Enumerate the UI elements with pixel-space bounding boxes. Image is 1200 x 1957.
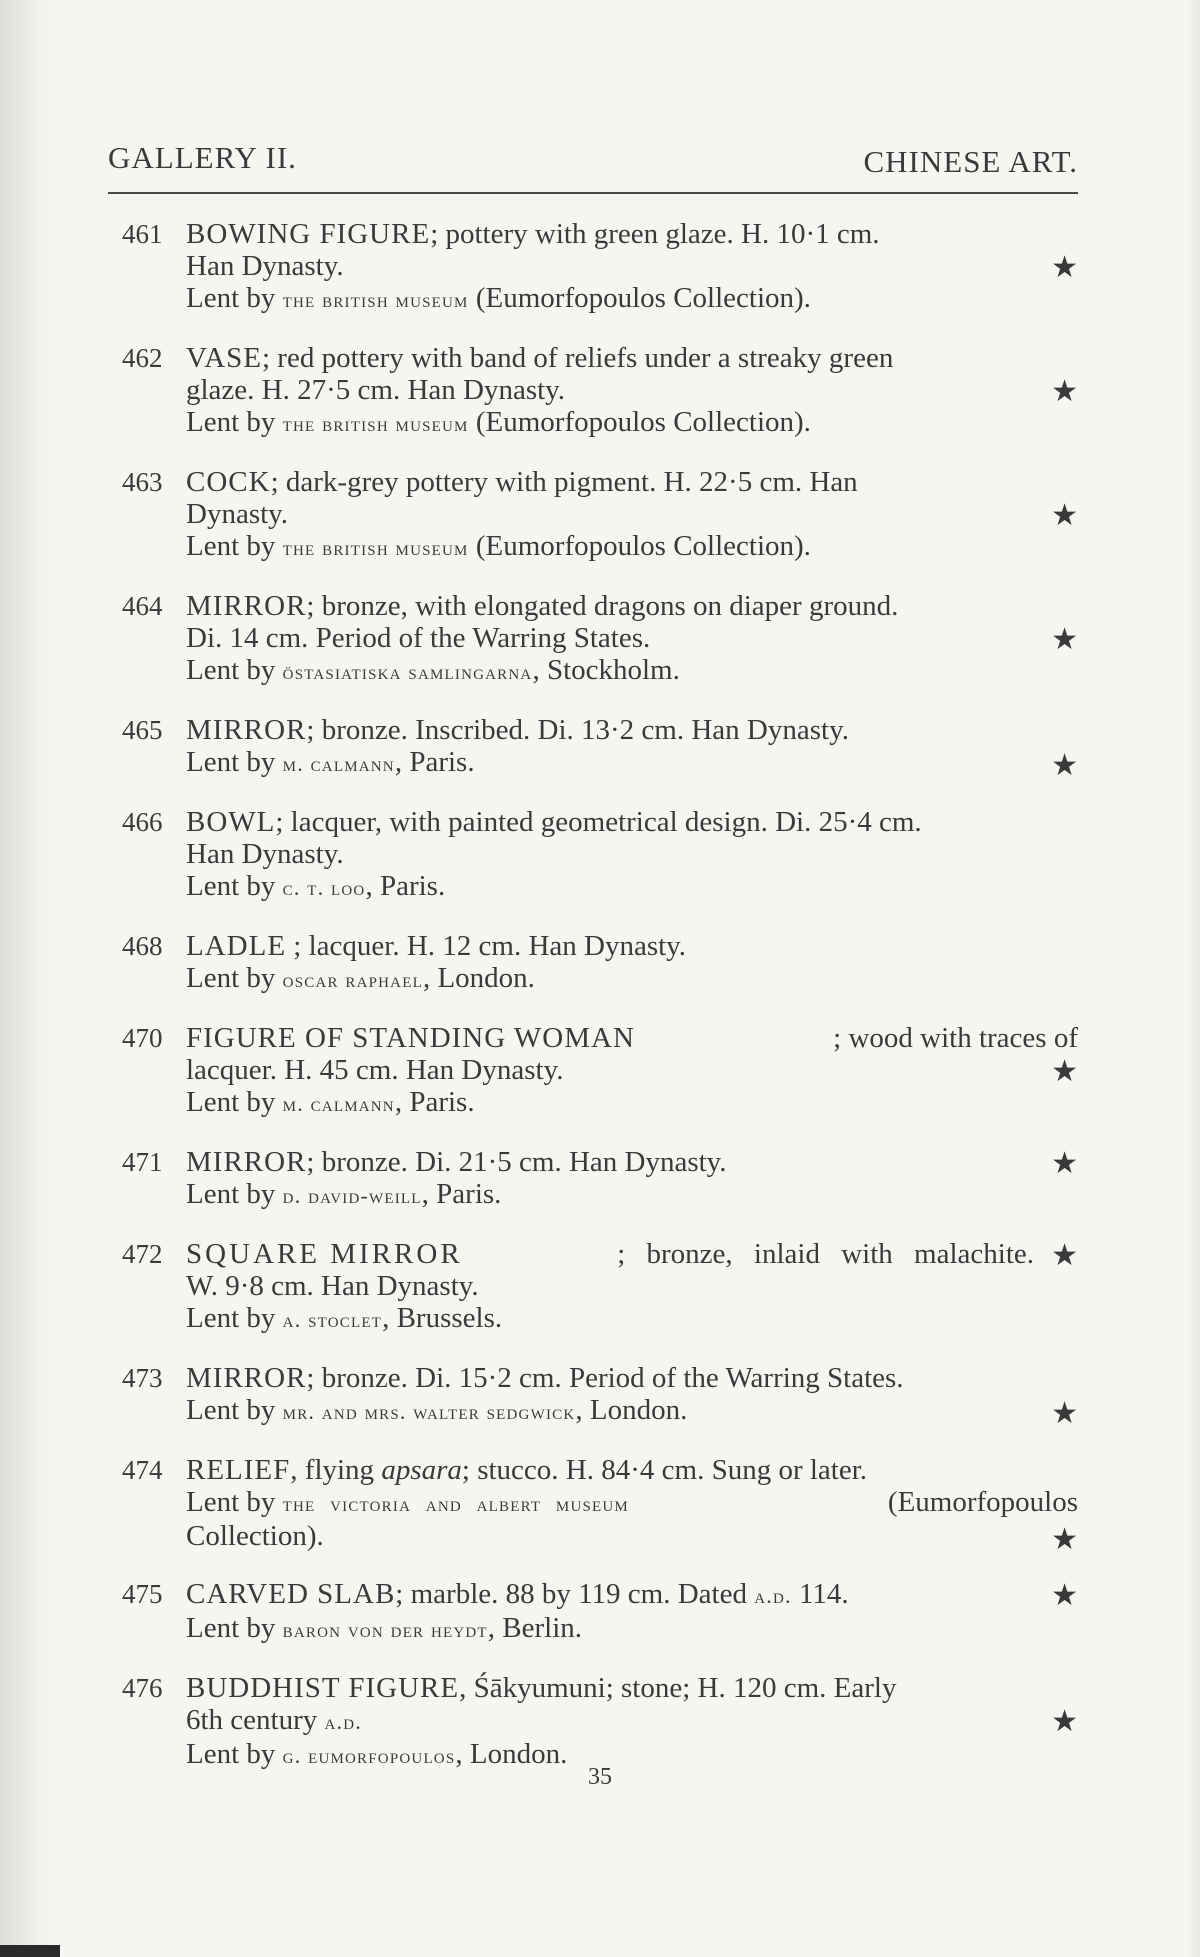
page-edge-shadow <box>1186 0 1200 1957</box>
lent-by-label: Lent by <box>186 1738 283 1770</box>
lender-suffix: , London. <box>575 1394 688 1426</box>
entry-description: ; red pottery with band of reliefs under a streaky green <box>262 342 894 374</box>
entry-title: COCK <box>186 466 271 498</box>
lender-suffix: , Berlin. <box>487 1612 583 1644</box>
lender-name: the british museum <box>282 287 469 312</box>
lender-name: c. t. loo <box>282 875 366 900</box>
entry-title: VASE <box>186 342 262 374</box>
lender-suffix: , Paris. <box>421 1178 502 1210</box>
star-icon: ★ <box>1051 1397 1078 1430</box>
lender-suffix: , Paris. <box>365 870 446 902</box>
lender-name: m. calmann <box>282 1091 395 1116</box>
entry-description-cont: Dynasty. <box>186 498 289 530</box>
entry-title: BUDDHIST FIGURE <box>186 1672 460 1704</box>
entry-lender-line <box>186 530 1078 564</box>
entry-number: 472 <box>122 1239 163 1269</box>
entry-description: ; bronze, with elongated dragons on diaper ground. <box>306 590 899 622</box>
lent-by-label: Lent by <box>186 870 283 902</box>
entry-description: ; bronze. Inscribed. Di. 13·2 cm. Han Dynasty. <box>306 714 849 746</box>
entry-era: a.d. <box>754 1583 792 1608</box>
page-gutter-shadow <box>0 0 56 1957</box>
star-icon: ★ <box>1051 499 1078 532</box>
entry-title: BOWL <box>186 806 276 838</box>
entry-description-cont: W. 9·8 cm. Han Dynasty. <box>186 1270 479 1302</box>
catalogue-entries <box>108 218 1078 1772</box>
running-header <box>108 140 1078 190</box>
header-section: CHINESE ART. <box>863 144 1078 179</box>
entry-number: 462 <box>122 343 163 373</box>
entry-lender-line <box>186 1302 1078 1336</box>
entry-description: ; marble. 88 by 119 cm. Dated <box>395 1578 755 1610</box>
entry-description-cont: 6th century <box>186 1704 325 1736</box>
entry-number: 473 <box>122 1363 163 1393</box>
lender-suffix: (Eumorfopoulos <box>887 1486 1078 1518</box>
lent-by-label: Lent by <box>186 1612 283 1644</box>
lender-name: the british museum <box>282 535 469 560</box>
entry-lender-line <box>186 1612 1078 1646</box>
lent-by-label: Lent by <box>186 282 283 314</box>
lender-suffix: , Paris. <box>394 746 475 778</box>
entry-lender-line <box>186 962 1078 996</box>
entry-number: 476 <box>122 1673 163 1703</box>
catalogue-entry <box>108 466 1078 564</box>
entry-era: a.d. <box>324 1709 362 1734</box>
lent-by-label: Lent by <box>186 654 283 686</box>
entry-description: ; stucco. H. 84·4 cm. Sung or later. <box>461 1454 868 1486</box>
star-icon: ★ <box>1051 1523 1078 1556</box>
entry-description-cont: Di. 14 cm. Period of the Warring States. <box>186 622 651 654</box>
star-icon: ★ <box>1051 1705 1078 1738</box>
star-icon: ★ <box>1051 1055 1078 1088</box>
page-number: 35 <box>588 1764 612 1790</box>
entry-title: MIRROR <box>186 1146 307 1178</box>
lent-by-label: Lent by <box>186 746 283 778</box>
entry-title: MIRROR <box>186 1362 307 1394</box>
entry-description: ; bronze. Di. 15·2 cm. Period of the Warring States. <box>306 1362 904 1394</box>
lender-name: mr. and mrs. walter sedgwick <box>282 1399 576 1424</box>
catalogue-entry <box>108 1578 1078 1646</box>
header-gallery: GALLERY II. <box>108 140 297 175</box>
entry-description-cont: lacquer. H. 45 cm. Han Dynasty. <box>186 1054 564 1086</box>
lent-by-label: Lent by <box>186 530 283 562</box>
entry-description: ; wood with traces of <box>833 1022 1078 1054</box>
entry-description: , Śākyumuni; stone; H. 120 cm. Early <box>459 1672 897 1704</box>
entry-title: LADLE <box>186 930 287 962</box>
entry-number: 466 <box>122 807 163 837</box>
entry-description-italic: apsara <box>381 1454 462 1486</box>
entry-number: 464 <box>122 591 163 621</box>
catalogue-entry <box>108 806 1078 904</box>
lender-name: baron von der heydt <box>282 1617 488 1642</box>
star-icon: ★ <box>1051 623 1078 656</box>
entry-title: BOWING FIGURE <box>186 218 431 250</box>
catalogue-entry <box>108 1672 1078 1772</box>
lent-by-label: Lent by <box>186 406 283 438</box>
lender-suffix: , London. <box>455 1738 568 1770</box>
entry-year: 114. <box>791 1578 849 1610</box>
catalogue-entry <box>108 342 1078 440</box>
entry-number: 475 <box>122 1579 163 1609</box>
star-icon: ★ <box>1051 1147 1078 1180</box>
catalogue-entry <box>108 1362 1078 1428</box>
entry-description-pre: , flying <box>290 1454 382 1486</box>
entry-description-cont: Han Dynasty. <box>186 250 344 282</box>
catalogue-entry <box>108 590 1078 688</box>
star-icon: ★ <box>1051 1579 1078 1612</box>
lender-name: a. stoclet <box>282 1307 383 1332</box>
lent-by-label: Lent by <box>186 1178 283 1210</box>
lender-suffix: , Stockholm. <box>532 654 680 686</box>
entry-lender-line <box>186 406 1078 440</box>
star-icon: ★ <box>1051 251 1078 284</box>
entry-title: FIGURE OF STANDING WOMAN <box>186 1022 635 1054</box>
entry-title: MIRROR <box>186 714 307 746</box>
lender-suffix: (Eumorfopoulos Collection). <box>468 406 811 438</box>
entry-number: 465 <box>122 715 163 745</box>
lender-suffix: , London. <box>422 962 535 994</box>
lender-suffix: , Paris. <box>394 1086 475 1118</box>
star-icon: ★ <box>1051 749 1078 782</box>
entry-description-cont: glaze. H. 27·5 cm. Han Dynasty. <box>186 374 566 406</box>
lender-suffix: (Eumorfopoulos Collection). <box>468 530 811 562</box>
entry-lender-line <box>186 282 1078 316</box>
lender-name: m. calmann <box>282 751 395 776</box>
lender-name: the british museum <box>282 411 469 436</box>
entry-title: SQUARE MIRROR <box>186 1238 463 1270</box>
lender-name: g. eumorfopoulos <box>282 1743 456 1768</box>
lender-name: d. david-weill <box>282 1183 422 1208</box>
catalogue-entry <box>108 218 1078 316</box>
entry-description: ; dark-grey pottery with pigment. H. 22·5 cm. Han <box>270 466 858 498</box>
entry-lender-line <box>186 746 1078 780</box>
entry-number: 470 <box>122 1023 163 1053</box>
entry-number: 461 <box>122 219 163 249</box>
lender-name: oscar raphael <box>282 967 423 992</box>
catalogue-entry <box>108 930 1078 996</box>
entry-description-cont: Han Dynasty. <box>186 838 344 870</box>
page-corner-dark <box>0 1945 60 1957</box>
entry-lender-cont: Collection). <box>186 1520 324 1552</box>
entry-title: MIRROR <box>186 590 307 622</box>
lender-name: östasiatiska samlingarna <box>282 659 533 684</box>
star-icon: ★ <box>1051 375 1078 408</box>
lender-suffix: (Eumorfopoulos Collection). <box>468 282 811 314</box>
entry-description: ; lacquer, with painted geometrical design. Di. 25·4 cm. <box>275 806 922 838</box>
entry-lender-line <box>186 870 1078 904</box>
entry-description: ; lacquer. H. 12 cm. Han Dynasty. <box>286 930 687 962</box>
entry-number: 468 <box>122 931 163 961</box>
lender-suffix: , Brussels. <box>382 1302 503 1334</box>
catalogue-entry <box>108 1238 1078 1336</box>
entry-lender-line <box>186 1486 1078 1520</box>
lender-name: the victoria and albert museum <box>282 1491 629 1516</box>
entry-number: 463 <box>122 467 163 497</box>
entry-lender-line <box>186 1394 1078 1428</box>
entry-description: ; bronze, inlaid with malachite. <box>617 1238 1034 1270</box>
entry-lender-line <box>186 654 1078 688</box>
catalogue-entry <box>108 1146 1078 1212</box>
entry-title: CARVED SLAB <box>186 1578 396 1610</box>
header-rule <box>108 192 1078 194</box>
star-icon: ★ <box>1051 1239 1078 1272</box>
entry-description: ; bronze. Di. 21·5 cm. Han Dynasty. <box>306 1146 727 1178</box>
entry-number: 474 <box>122 1455 163 1485</box>
lent-by-label: Lent by <box>186 962 283 994</box>
catalogue-entry <box>108 1022 1078 1120</box>
entry-title: RELIEF <box>186 1454 291 1486</box>
entry-number: 471 <box>122 1147 163 1177</box>
catalogue-entry <box>108 714 1078 780</box>
entry-lender-line <box>186 1086 1078 1120</box>
entry-description: ; pottery with green glaze. H. 10·1 cm. <box>430 218 880 250</box>
lent-by-label: Lent by <box>186 1486 283 1518</box>
lent-by-label: Lent by <box>186 1086 283 1118</box>
lent-by-label: Lent by <box>186 1394 283 1426</box>
lent-by-label: Lent by <box>186 1302 283 1334</box>
entry-lender-line <box>186 1178 1078 1212</box>
catalogue-entry <box>108 1454 1078 1556</box>
